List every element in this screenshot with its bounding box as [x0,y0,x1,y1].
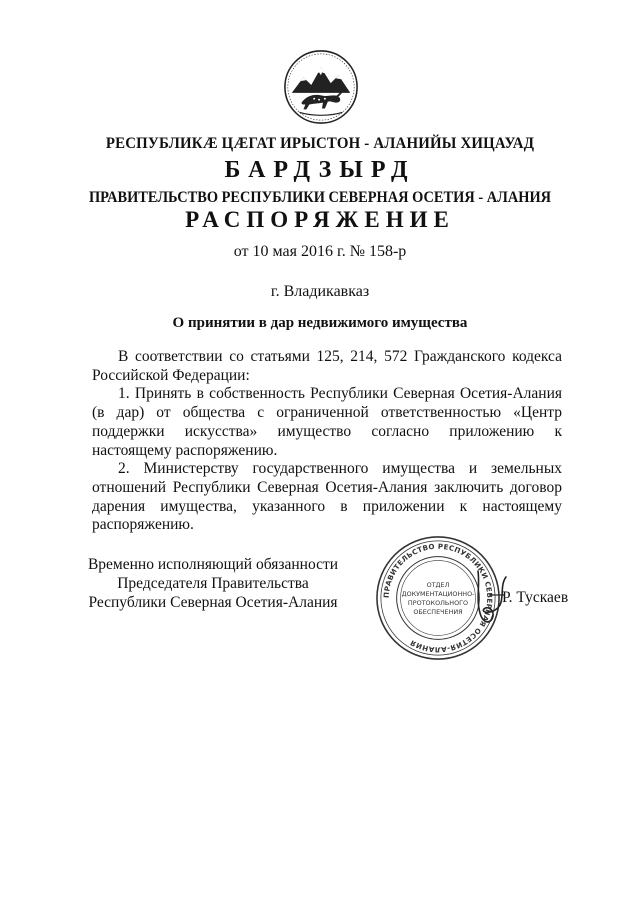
government-name-ossetian: РЕСПУБЛИКӔ ЦӔГАТ ИРЫСТОН - АЛАНИЙЫ ХИЦАУАД [105,135,535,152]
document-city: г. Владикавказ [270,283,370,300]
stamp-ring-text: ПРАВИТЕЛЬСТВО РЕСПУБЛИКИ СЕВЕРНАЯ ОСЕТИЯ-АЛАНИЯ [381,541,495,655]
government-name-russian: ПРАВИТЕЛЬСТВО РЕСПУБЛИКИ СЕВЕРНАЯ ОСЕТИЯ - АЛАНИЯ [88,189,552,206]
body-item-2-paragraph: 2. Министерству государственного имущества и земельных отношений Республики Северная Осетия-Алания заключить договор дарения имущества, указанного в приложении к настоящему распоряжению. [92,460,562,534]
document-title-russian: РАСПОРЯЖЕНИЕ [185,207,455,232]
coat-of-arms-icon [282,48,360,126]
body-item-1-paragraph: 1. Принять в собственность Республики Северная Осетия-Алания (в дар) от общества с ограниченной ответственностью «Центр поддержки искусства» имущество согласно приложению к настоящему распоряжению. [92,385,562,459]
stamp-inner-line-3: ПРОТОКОЛЬНОГО [407,598,469,607]
signatory-title-line-3: Республики Северная Осетия-Алания [88,594,338,611]
signatory-title-block [78,555,348,612]
signatory-name: Р. Тускаев [502,589,569,606]
document-subject: О принятии в дар недвижимого имущества [172,315,468,331]
document-title-ossetian: БАРДЗЫРД [224,157,416,183]
body-intro-paragraph: В соответствии со статьями 125, 214, 572 Гражданского кодекса Российской Федерации: [92,348,562,384]
stamp-inner-line-4: ОБЕСПЕЧЕНИЯ [413,607,463,616]
document-body [92,348,562,535]
signatory-title-line-2: Председателя Правительства [117,575,309,592]
stamp-inner-line-2: ДОКУМЕНТАЦИОННО- [401,590,475,599]
signatory-title-line-1: Временно исполняющий обязанности [87,556,339,573]
stamp-inner-line-1: ОТДЕЛ [426,581,450,590]
document-date-number: от 10 мая 2016 г. № 158-р [233,243,407,260]
